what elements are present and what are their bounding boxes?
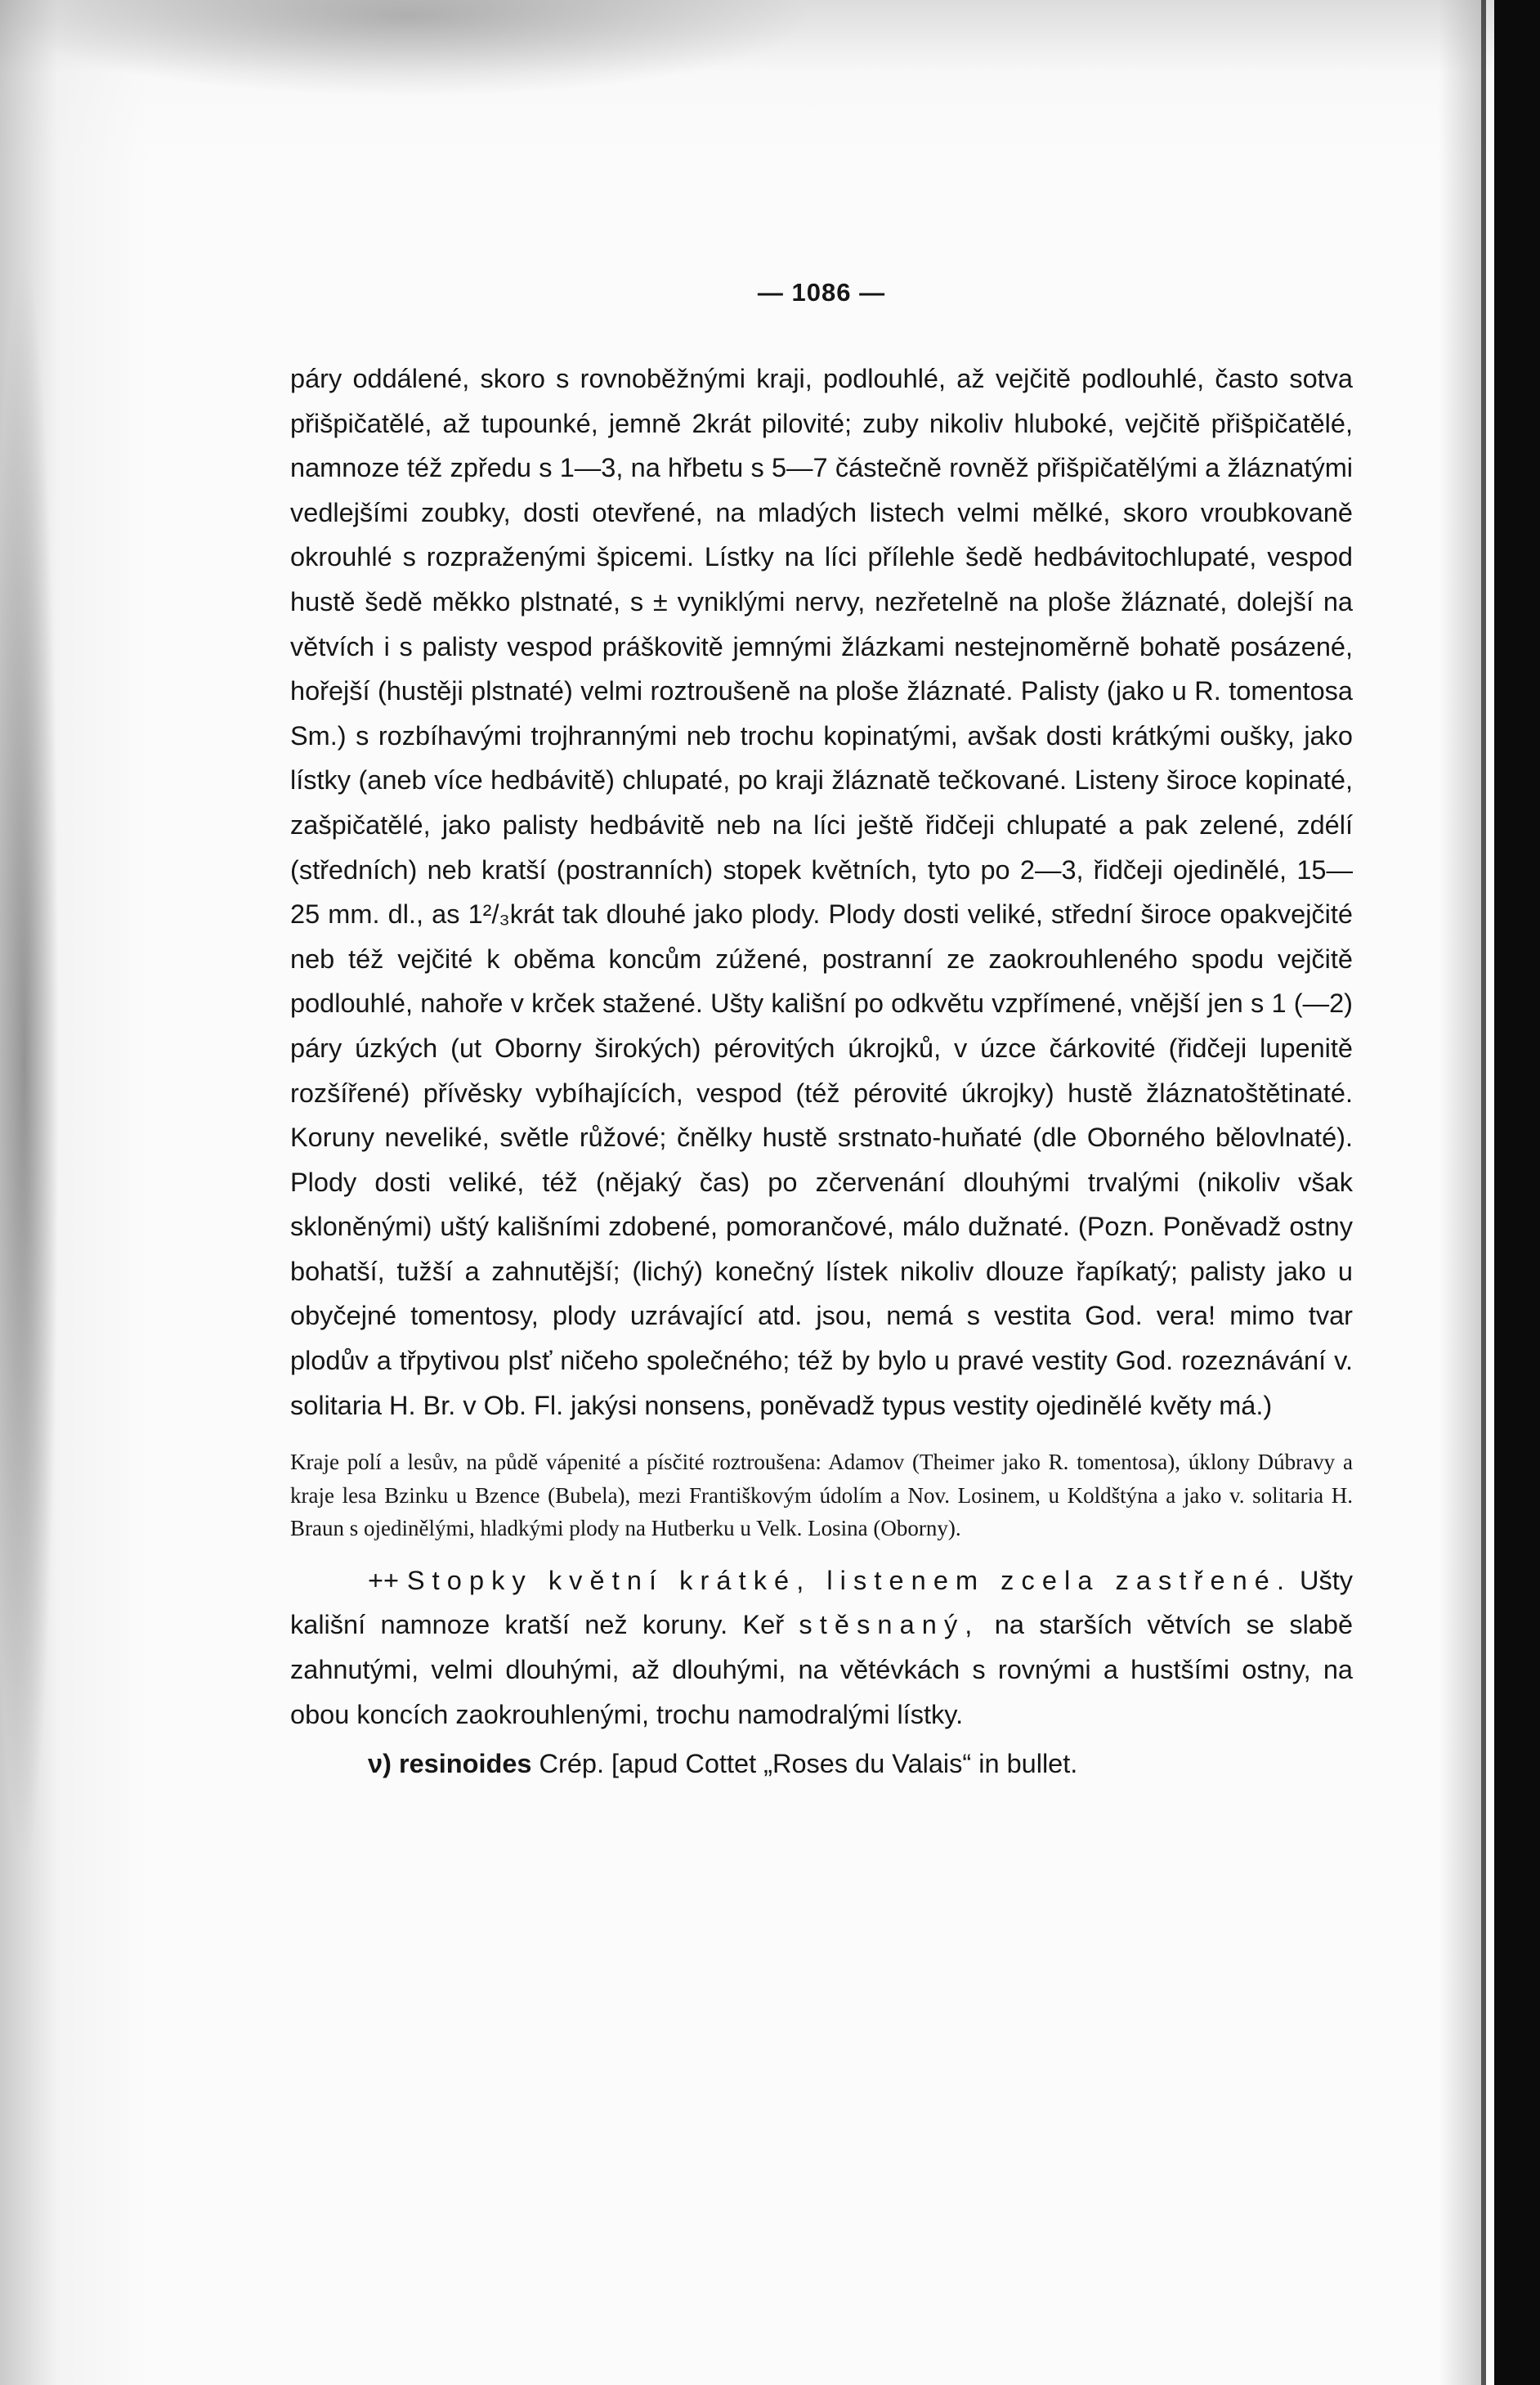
book-binding-edge <box>1494 0 1540 2385</box>
description-paragraph <box>290 356 1353 1428</box>
variety-author: Crép. [apud Cottet „Roses du Valais“ in bullet. <box>539 1749 1078 1779</box>
variety-letter: ν) <box>368 1749 392 1779</box>
page-edge-line <box>1481 0 1486 2385</box>
page-edge-shadow <box>1439 0 1481 2385</box>
page-number: — 1086 — <box>757 278 886 307</box>
group-marker: ++ <box>368 1565 399 1595</box>
book-page <box>290 278 1353 1787</box>
group-paragraph <box>290 1558 1353 1787</box>
group-text-1: Ušty kališní namnoze kratší než koruny. Keř <box>290 1565 1354 1640</box>
group-spaced-word: stěsnaný, <box>799 1610 980 1640</box>
main-text: páry oddálené, skoro s rovnoběžnými kraji, podlouhlé, až vejčitě podlouhlé, často sotva přišpičatělé, až tupounké, jemně 2krát pilovité; zuby nikoliv hluboké, vejčitě přišpičatělé, namnoze též zpředu s 1—3, na hřbetu s 5—7 částečně rovněž přišpičatělými a žláznatými vedlejšími zoubky, dosti otevřené, na mladých listech velmi mělké, skoro vroubkovaně okrouhlé s rozpraženými špicemi. Lístky na líci přílehle šedě hedbávitochlupaté, vespod hustě šedě měkko plstnaté, s ± vyniklými nervy, nezřetelně na ploše žláznaté, dolejší na větvích i s palisty vespod práškovitě jemnými žlázkami nestejnoměrně bohatě posázené, hořejší (hustěji plstnaté) velmi roztroušeně na ploše žláznaté. Palisty (jako u R. tomentosa Sm.) s rozbíhavými trojhrannými neb trochu kopinatými, avšak dosti krátkými oušky, jako lístky (aneb více hedbávitě) chlupaté, po kraji žláznatě tečkované. Listeny široce kopinaté, zašpičatělé, jako palisty hedbávitě neb na líci ještě řidčeji chlupaté a pak zelené, zdélí (středních) neb kratší (postranních) stopek květních, tyto po 2—3, řidčeji ojedinělé, 15—25 mm. dl., as 1²/₃krát tak dlouhé jako plody. Plody dosti veliké, střední široce opakvejčité neb též vejčité k oběma koncům zúžené, postranní ze zaokrouhleného spodu vejčitě podlouhlé, nahoře v krček stažené. Ušty kališní po odkvětu vzpřímené, vnější jen s 1 (—2) páry úzkých (ut Oborny širokých) pérovitých úkrojků, v úzce čárkovité (řidčeji lupenitě rozšířené) přívěsky vybíhajících, vespod (též pérovité úkrojky) hustě žláznatoštětinaté. Koruny neveliké, světle růžové; čnělky hustě srstnato-huňaté (dle Oborného bělovlnaté). Plody dosti veliké, též (nějaký čas) po zčervenání dlouhými trvalými (nikoliv však skloněnými) uštý kališními zdobené, pomorančové, málo dužnaté. (Pozn. Poněvadž ostny bohatší, tužší a zahnutější; (lichý) konečný lístek nikoliv dlouze řapíkatý; palisty jako u obyčejné tomentosy, plody uzrávající atd. jsou, nemá s vestita God. vera! mimo tvar plodův a třpytivou plsť ničeho společného; též by bylo u pravé vestity God. rozeznávání v. solitaria H. Br. v Ob. Fl. jakýsi nonsens, poněvadž typus vestity ojedinělé květy má.) <box>290 364 1353 1420</box>
localities-paragraph: Kraje polí a lesův, na půdě vápenité a písčité roztroušena: Adamov (Theimer jako R. tomentosa), úklony Dúbravy a kraje lesa Bzinku u Bzence (Bubela), mezi Františkovým údolím a Nov. Losinem, u Koldštýna a jako v. solitaria H. Braun s ojedinělými, hladkými plody na Hutberku u Velk. Losina (Oborny). <box>290 1450 1353 1541</box>
variety-name: resinoides <box>398 1749 532 1779</box>
group-heading: Stopky květní krátké, listenem zcela zastřené. <box>406 1565 1292 1595</box>
group-text-2: na starších větvích se slabě zahnutými, velmi dlouhými, až dlouhými, na větévkách s rovnými a hustšími ostny, na obou koncích zaokrouhlenými, trochu namodralými lístky. <box>290 1610 1354 1729</box>
